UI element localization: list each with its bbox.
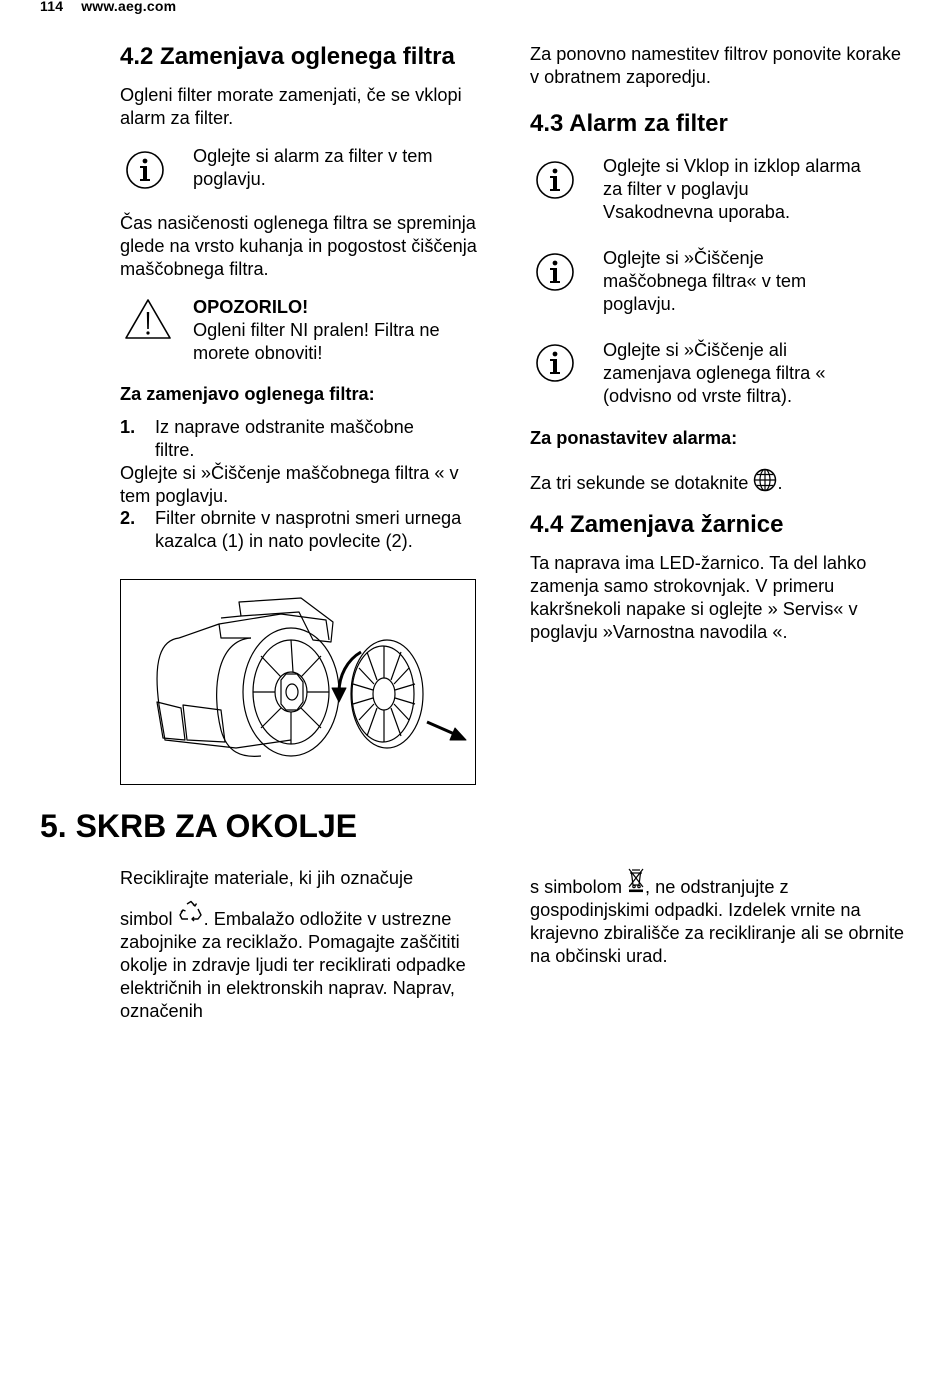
step-1-reference: Oglejte si »Čiščenje maščobnega filtra « v tem poglavju. — [120, 463, 459, 506]
sec42-intro: Ogleni filter morate zamenjati, če se vklopi alarm za filter. — [120, 85, 462, 128]
steps-heading: Za zamenjavo oglenega filtra: — [120, 384, 375, 404]
reinstall-text: Za ponovno namestitev filtrov ponovite korake v obratnem zaporedju. — [530, 44, 902, 87]
section-4-2-title: 4.2 Zamenjava oglenega filtra — [120, 43, 455, 70]
sec5-right-before: s simbolom — [530, 877, 622, 897]
reset-heading: Za ponastavitev alarma: — [530, 428, 738, 448]
warning-text: Ogleni filter NI pralen! Filtra ne morete obnoviti! — [193, 320, 440, 363]
sec5-right-after: , ne odstranjujte z gospodinjskimi odpadki. Izdelek vrnite na krajevno zbirališče za recikliranje ali se obrnite na občinski urad. — [530, 877, 905, 966]
grid-globe-icon — [753, 468, 777, 492]
sec5-left-before: simbol — [120, 909, 173, 929]
step-1 — [120, 416, 480, 462]
sec5-left-line1: Reciklirajte materiale, ki jih označuje — [120, 868, 414, 888]
section-5-title: 5. SKRB ZA OKOLJE — [40, 808, 358, 844]
step-1-number: 1. — [120, 417, 136, 437]
reset-period: . — [777, 473, 783, 493]
info-icon — [535, 343, 575, 383]
sec5-left-text — [120, 900, 500, 1023]
filter-removal-drawing — [121, 580, 475, 784]
sec43-note2: Oglejte si »Čiščenje maščobnega filtra« v tem poglavju. — [603, 248, 807, 314]
step-1-text: Iz naprave odstranite maščobne filtre. — [155, 417, 414, 460]
step-2-number: 2. — [120, 508, 136, 528]
page-number: 114 — [40, 0, 64, 14]
info-icon — [535, 160, 575, 200]
recycle-icon — [178, 900, 204, 924]
page-header — [40, 0, 176, 14]
section-4-3-title: 4.3 Alarm za filter — [530, 110, 728, 137]
sec42-note1: Oglejte si alarm za filter v tem poglavju. — [193, 146, 433, 189]
info-icon — [125, 150, 165, 190]
reset-text: Za tri sekunde se dotaknite — [530, 473, 749, 493]
sec44-text: Ta naprava ima LED-žarnico. Ta del lahko zamenja samo strokovnjak. V primeru kakršnekoli napake si oglejte » Servis« v poglavju »Varnostna navodila «. — [530, 553, 867, 642]
sec5-left-after: . Embalažo odložite v ustrezne zabojnike za reciklažo. Pomagajte zaščititi okolje in zdravje ljudi ter reciklirati odpadke električnih in elektronskih naprav. Naprav, označenih — [120, 909, 466, 1021]
sec43-note3: Oglejte si »Čiščenje ali zamenjava oglenega filtra « (odvisno od vrste filtra). — [603, 340, 826, 406]
sec42-saturation-text: Čas nasičenosti oglenega filtra se spreminja glede na vrsto kuhanja in pogostost čiščenja maščobnega filtra. — [120, 213, 477, 279]
filter-illustration — [120, 579, 476, 785]
section-4-4-title: 4.4 Zamenjava žarnice — [530, 511, 784, 538]
info-icon — [535, 252, 575, 292]
crossed-bin-icon — [627, 867, 645, 893]
warning-title: OPOZORILO! — [193, 297, 309, 317]
step-2-text: Filter obrnite v nasprotni smeri urnega kazalca (1) in nato povlecite (2). — [155, 508, 462, 551]
sec5-right-text — [530, 867, 905, 968]
warning-triangle-icon — [124, 298, 172, 340]
sec43-note1: Oglejte si Vklop in izklop alarma za filter v poglavju Vsakodnevna uporaba. — [603, 156, 861, 222]
site-url: www.aeg.com — [81, 0, 177, 14]
reset-instruction — [530, 468, 900, 495]
step-2 — [120, 507, 490, 553]
